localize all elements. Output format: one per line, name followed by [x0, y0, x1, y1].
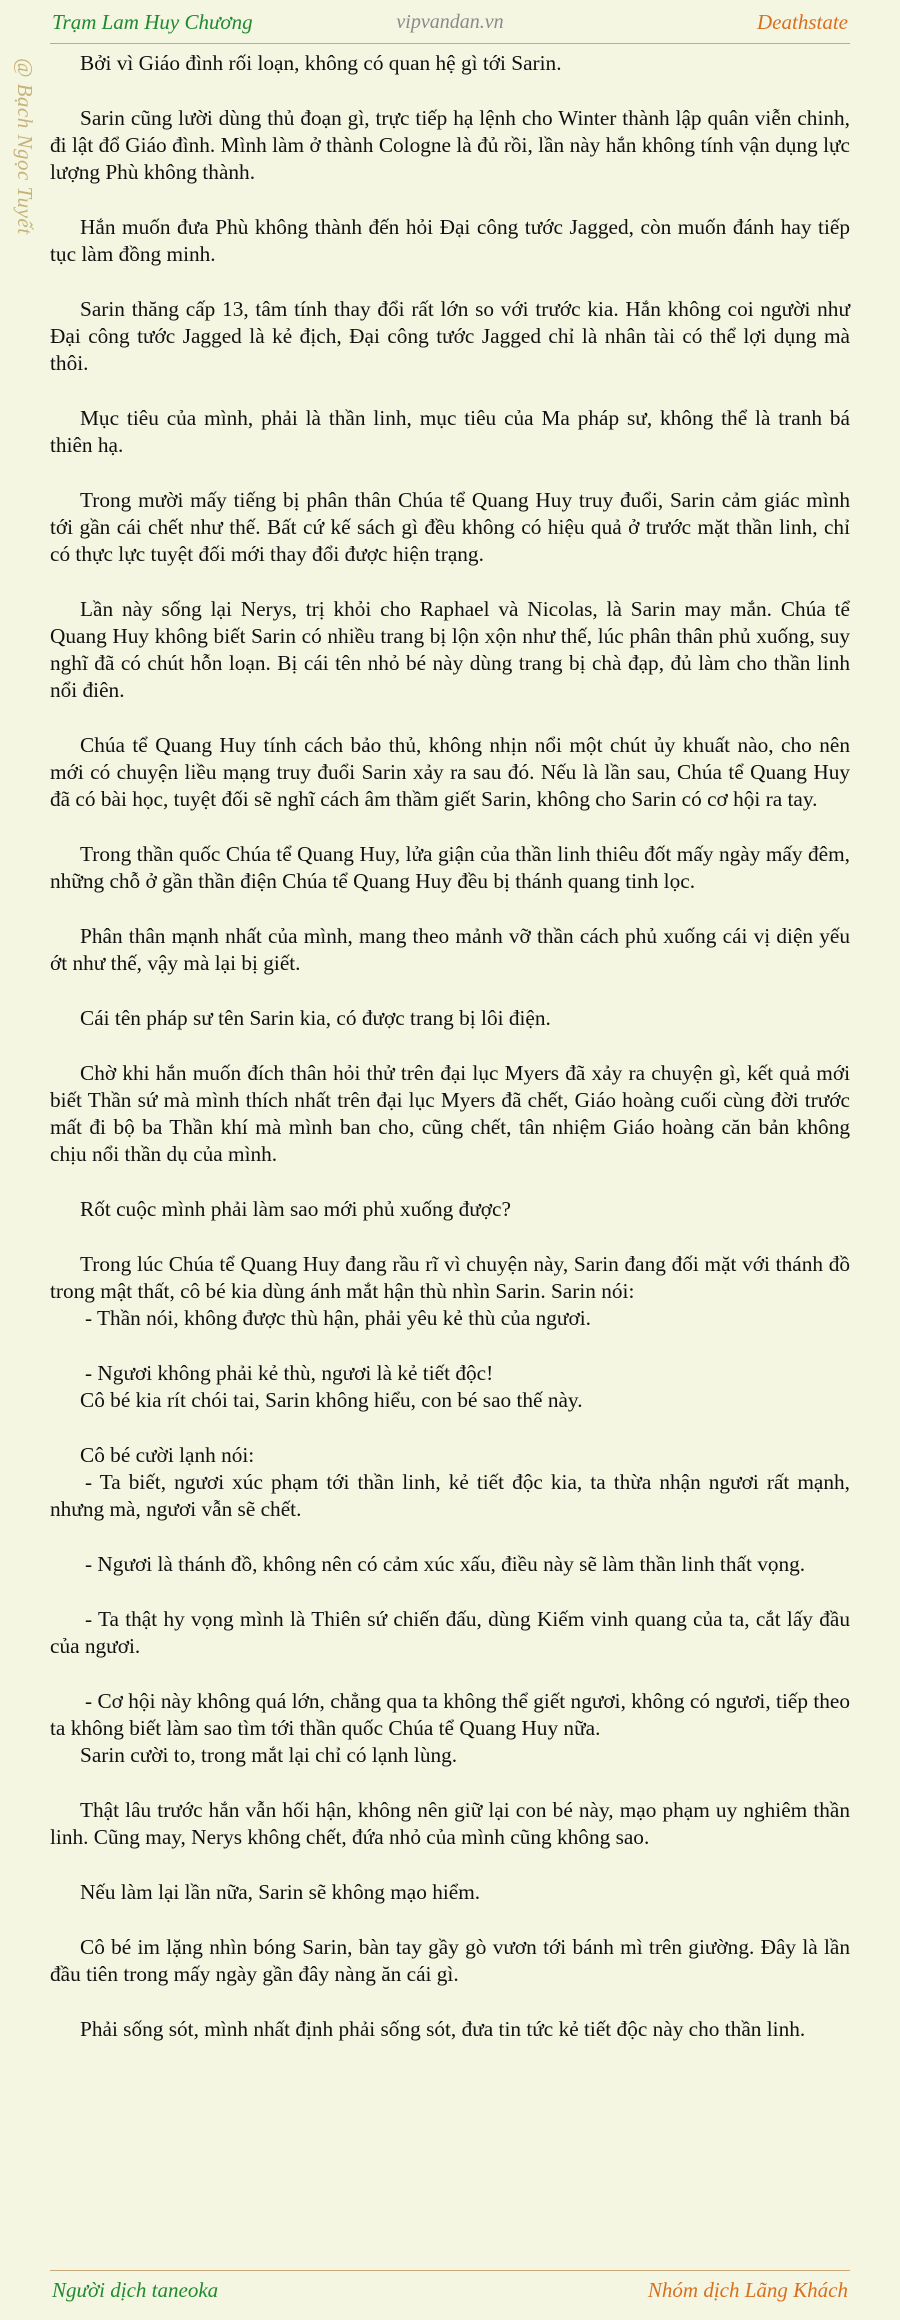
novel-title: Deathstate	[757, 10, 848, 34]
paragraph: Trong thần quốc Chúa tể Quang Huy, lửa giận của thần linh thiêu đốt mấy ngày mấy đêm, những chỗ ở gần thần điện Chúa tể Quang Huy đều bị thánh quang tinh lọc.	[50, 842, 850, 893]
site-url: vipvandan.vn	[396, 11, 504, 33]
paragraph: Cô bé kia rít chói tai, Sarin không hiểu, con bé sao thế này.	[80, 1388, 583, 1412]
header-divider	[50, 43, 850, 44]
footer-divider	[50, 2270, 850, 2271]
paragraph: Cái tên pháp sư tên Sarin kia, có được trang bị lôi điện.	[80, 1006, 551, 1030]
site-name: Trạm Lam Huy Chương	[52, 10, 253, 34]
dialogue-line: - Ngươi không phải kẻ thù, ngươi là kẻ tiết độc!	[85, 1361, 494, 1385]
dialogue-line: - Ngươi là thánh đồ, không nên có cảm xúc xấu, điều này sẽ làm thần linh thất vọng.	[85, 1552, 806, 1576]
dialogue-line: - Ta thật hy vọng mình là Thiên sứ chiến đấu, dùng Kiếm vinh quang của ta, cắt lấy đầu của ngươi.	[50, 1607, 850, 1658]
paragraph: Sarin thăng cấp 13, tâm tính thay đổi rất lớn so với trước kia. Hắn không coi người như Đại công tước Jagged là kẻ địch, Đại công tước Jagged chỉ là nhân tài có thể lợi dụng mà thôi.	[50, 297, 850, 375]
paragraph: Cô bé im lặng nhìn bóng Sarin, bàn tay gầy gò vươn tới bánh mì trên giường. Đây là lần đầu tiên trong mấy ngày gần đây nàng ăn cái gì.	[50, 1935, 850, 1986]
dialogue-line: - Thần nói, không được thù hận, phải yêu kẻ thù của ngươi.	[85, 1306, 591, 1330]
paragraph: Phân thân mạnh nhất của mình, mang theo mảnh vỡ thần cách phủ xuống cái vị diện yếu ớt như thế, vậy mà lại bị giết.	[50, 924, 850, 975]
page-header	[0, 0, 900, 44]
paragraph: Sarin cũng lười dùng thủ đoạn gì, trực tiếp hạ lệnh cho Winter thành lập quân viễn chinh, đi lật đổ Giáo đình. Mình làm ở thành Cologne là đủ rồi, lần này hắn không tính vận dụng lực lượng Phù không thành.	[50, 106, 850, 184]
paragraph: Phải sống sót, mình nhất định phải sống sót, đưa tin tức kẻ tiết độc này cho thần linh.	[80, 2017, 806, 2041]
paragraph: Mục tiêu của mình, phải là thần linh, mục tiêu của Ma pháp sư, không thể là tranh bá thiên hạ.	[50, 406, 850, 457]
dialogue-line: - Ta biết, ngươi xúc phạm tới thần linh, kẻ tiết độc kia, ta thừa nhận ngươi rất mạnh, nhưng mà, ngươi vẫn sẽ chết.	[50, 1470, 850, 1521]
translation-group-credit: Nhóm dịch Lãng Khách	[647, 2278, 848, 2302]
paragraph: Trong mười mấy tiếng bị phân thân Chúa tể Quang Huy truy đuổi, Sarin cảm giác mình tới gần cái chết như thế. Bất cứ kế sách gì đều không có hiệu quả ở trước mặt thần linh, chỉ có thực lực tuyệt đối mới thay đổi được hiện trạng.	[50, 488, 850, 566]
paragraph: Hắn muốn đưa Phù không thành đến hỏi Đại công tước Jagged, còn muốn đánh hay tiếp tục làm đồng minh.	[50, 215, 850, 266]
paragraph: Lần này sống lại Nerys, trị khỏi cho Raphael và Nicolas, là Sarin may mắn. Chúa tể Quang Huy không biết Sarin có nhiều trang bị lộn xộn như thế, lúc phân thân phủ xuống, suy nghĩ đã có chút hỗn loạn. Bị cái tên nhỏ bé này dùng trang bị chà đạp, đủ làm cho thần linh nổi điên.	[50, 597, 850, 702]
sidebar-watermark: @ Bạch Ngọc Tuyết	[13, 58, 37, 235]
chapter-body	[50, 50, 850, 2071]
paragraph: Chúa tể Quang Huy tính cách bảo thủ, không nhịn nổi một chút ủy khuất nào, cho nên mới có chuyện liều mạng truy đuổi Sarin xảy ra sau đó. Nếu là lần sau, Chúa tể Quang Huy đã có bài học, tuyệt đối sẽ nghĩ cách âm thầm giết Sarin, không cho Sarin có cơ hội ra tay.	[50, 733, 850, 811]
paragraph: Cô bé cười lạnh nói:	[80, 1443, 255, 1467]
paragraph: Sarin cười to, trong mắt lại chỉ có lạnh lùng.	[80, 1743, 458, 1767]
dialogue-line: - Cơ hội này không quá lớn, chẳng qua ta không thể giết ngươi, không có ngươi, tiếp theo ta không biết làm sao tìm tới thần quốc Chúa tể Quang Huy nữa.	[50, 1689, 850, 1740]
paragraph: Trong lúc Chúa tể Quang Huy đang rầu rĩ vì chuyện này, Sarin đang đối mặt với thánh đồ trong mật thất, cô bé kia dùng ánh mắt hận thù nhìn Sarin. Sarin nói:	[50, 1252, 850, 1303]
paragraph: Bởi vì Giáo đình rối loạn, không có quan hệ gì tới Sarin.	[80, 51, 562, 75]
paragraph: Nếu làm lại lần nữa, Sarin sẽ không mạo hiểm.	[80, 1880, 481, 1904]
paragraph: Rốt cuộc mình phải làm sao mới phủ xuống được?	[80, 1197, 511, 1221]
paragraph: Thật lâu trước hắn vẫn hối hận, không nên giữ lại con bé này, mạo phạm uy nghiêm thần linh. Cũng may, Nerys không chết, đứa nhỏ của mình cũng không sao.	[50, 1798, 850, 1849]
translator-credit: Người dịch taneoka	[52, 2278, 219, 2302]
paragraph: Chờ khi hắn muốn đích thân hỏi thử trên đại lục Myers đã xảy ra chuyện gì, kết quả mới biết Thần sứ mà mình thích nhất trên đại lục Myers đã chết, Giáo hoàng cuối cùng đời trước mất đi bộ ba Thần khí mà mình ban cho, cũng chết, tân nhiệm Giáo hoàng căn bản không chịu nổi thần dụ của mình.	[50, 1061, 850, 1166]
